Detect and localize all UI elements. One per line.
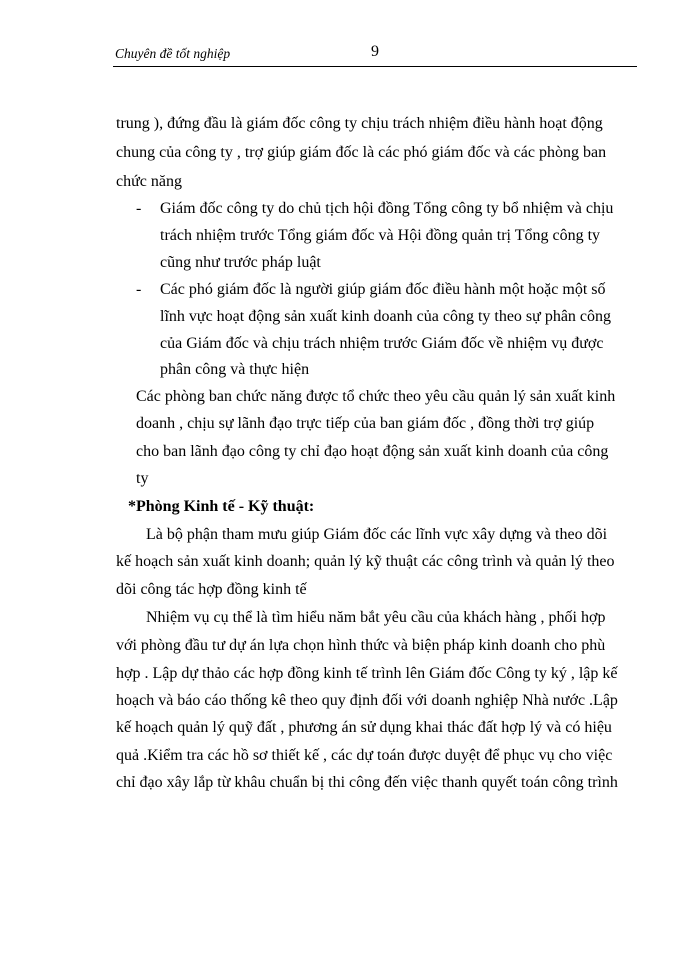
text-line: quả .Kiểm tra các hồ sơ thiết kế , các dự toán được duyệt để phục vụ cho việc bbox=[116, 747, 613, 764]
bullet-dash: - bbox=[136, 281, 142, 298]
text-line: Là bộ phận tham mưu giúp Giám đốc các lĩnh vực xây dựng và theo dõi bbox=[146, 526, 608, 543]
document-title: Chuyên đề tốt nghiệp bbox=[115, 46, 231, 61]
bullet-line: lĩnh vực hoạt động sản xuất kinh doanh của công ty theo sự phân công bbox=[160, 308, 612, 325]
bullet-line: Các phó giám đốc là người giúp giám đốc điều hành một hoặc một số bbox=[160, 281, 606, 298]
text-line: doanh , chịu sự lãnh đạo trực tiếp của ban giám đốc , đồng thời trợ giúp bbox=[136, 415, 595, 432]
text-line: chỉ đạo xây lắp từ khâu chuẩn bị thi công đến việc thanh quyết toán công trình bbox=[116, 774, 618, 791]
page-number: 9 bbox=[371, 43, 379, 60]
bullet-line: cũng như trước pháp luật bbox=[160, 254, 321, 271]
bullet-line: trách nhiệm trước Tổng giám đốc và Hội đồng quản trị Tổng công ty bbox=[160, 227, 601, 244]
text-line: hoạch và báo cáo thống kê theo quy định đối với doanh nghiệp Nhà nước .Lập bbox=[116, 692, 618, 709]
text-line: dõi công tác hợp đồng kinh tế bbox=[116, 581, 307, 598]
text-line: kế hoạch quản lý quỹ đất , phương án sử dụng khai thác đất hợp lý và có hiệu bbox=[116, 719, 612, 736]
bullet-line: Giám đốc công ty do chủ tịch hội đồng Tổng công ty bổ nhiệm và chịu bbox=[160, 200, 614, 217]
bullet-dash: - bbox=[136, 200, 142, 217]
text-line: Nhiệm vụ cụ thể là tìm hiểu năm bắt yêu cầu của khách hàng , phối hợp bbox=[146, 609, 606, 626]
text-line: ty bbox=[136, 470, 149, 487]
text-line: kế hoạch sản xuất kinh doanh; quản lý kỹ thuật các công trình và quản lý theo bbox=[116, 553, 615, 570]
bullet-line: phân công và thực hiện bbox=[160, 361, 310, 378]
text-line: trung ), đứng đầu là giám đốc công ty chịu trách nhiệm điều hành hoạt động bbox=[116, 115, 603, 132]
text-line: hợp . Lập dự thảo các hợp đồng kinh tế trình lên Giám đốc Công ty ký , lập kế bbox=[116, 665, 618, 682]
text-line: Các phòng ban chức năng được tổ chức theo yêu cầu quản lý sản xuất kinh bbox=[136, 388, 616, 405]
text-line: cho ban lãnh đạo công ty chỉ đạo hoạt động sản xuất kinh doanh của công bbox=[136, 443, 609, 460]
text-line: chức năng bbox=[116, 173, 182, 190]
section-heading: *Phòng Kinh tế - Kỹ thuật: bbox=[128, 498, 315, 515]
bullet-line: của Giám đốc và chịu trách nhiệm trước Giám đốc về nhiệm vụ được bbox=[160, 335, 604, 352]
text-line: với phòng đầu tư dự án lựa chọn hình thức và biện pháp kinh doanh cho phù bbox=[116, 637, 606, 654]
page-header bbox=[113, 42, 637, 67]
text-line: chung của công ty , trợ giúp giám đốc là các phó giám đốc và các phòng ban bbox=[116, 144, 607, 161]
